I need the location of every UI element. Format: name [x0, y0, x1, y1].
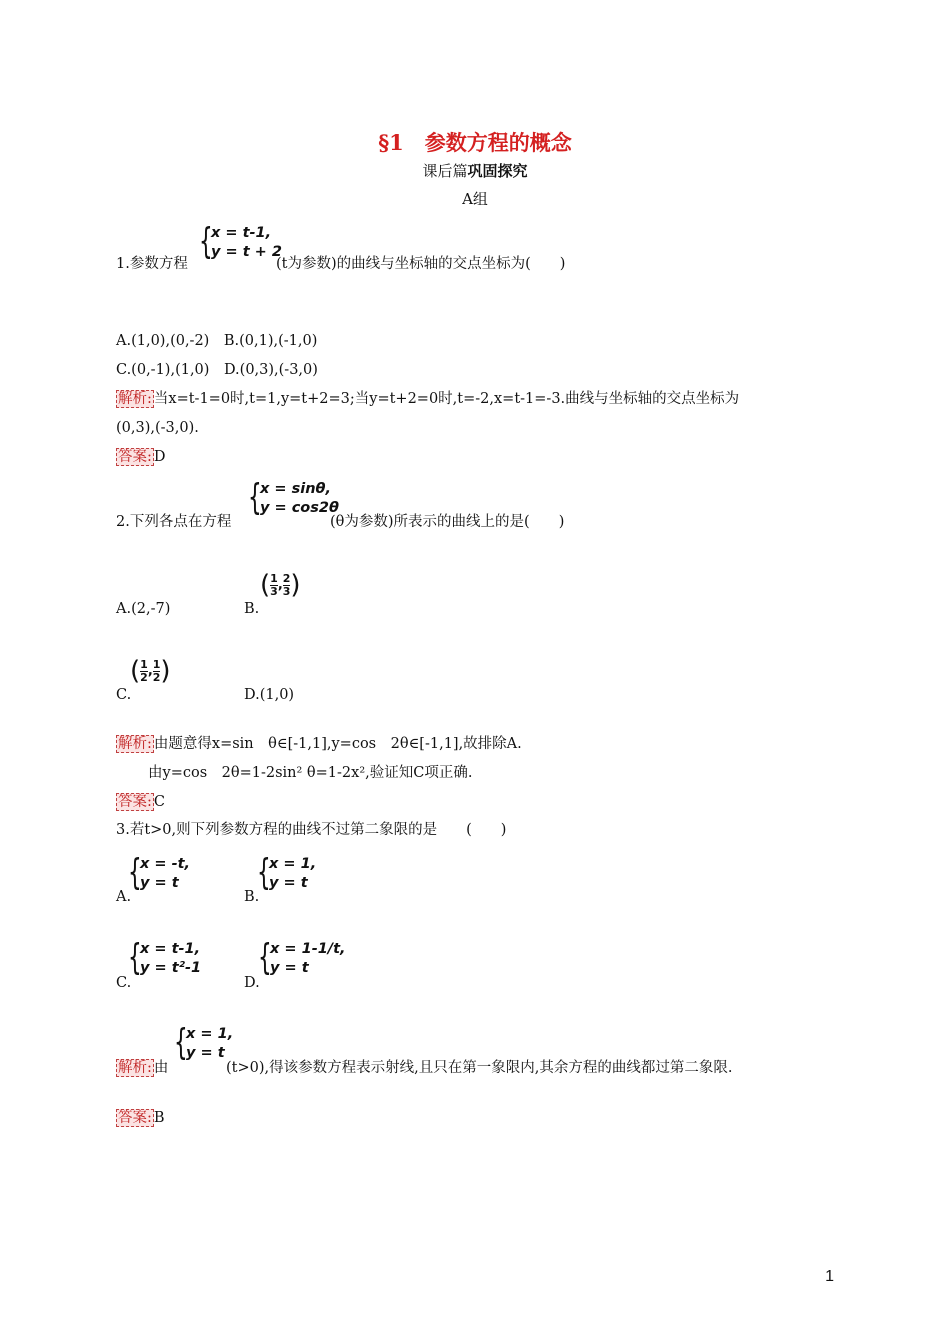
page-number: 1 — [825, 1268, 834, 1285]
q2-option-a: A.(2,-7) — [116, 601, 171, 617]
q1-answer-value: D — [153, 449, 166, 465]
analysis-tag: 解析: — [118, 391, 152, 407]
q1-options-ab: A.(1,0),(0,-2) B.(0,1),(-1,0) — [116, 333, 318, 349]
answer-tag: 答案: — [118, 1110, 152, 1126]
q3-sys-row1: x = 1, — [186, 1026, 234, 1042]
subtitle-prefix: 课后篇 — [422, 162, 468, 180]
q1-prefix: 1.参数方程 — [116, 256, 188, 272]
page-title: §1 参数方程的概念 — [378, 130, 572, 155]
fraction: $\frac{2}{3}$ — [282, 571, 291, 598]
q3-answer — [116, 1108, 165, 1128]
q3-option-a-label: A. — [116, 889, 132, 905]
q2-answer-value: C — [153, 794, 165, 810]
q2-option-c-label: C. — [116, 687, 132, 703]
q3-option-a-system — [128, 852, 208, 895]
brace-icon: { — [174, 1022, 188, 1063]
analysis-tag: 解析: — [118, 736, 152, 752]
q1-equation-system — [199, 221, 282, 264]
q2-sys-row2: y = cos2θ — [260, 500, 339, 516]
q3-sys-row2: y = t — [186, 1045, 225, 1061]
q1-suffix: (t为参数)的曲线与坐标轴的交点坐标为( ) — [276, 256, 566, 272]
q2-sys-row1: x = sinθ, — [260, 481, 331, 497]
q3-analysis-line — [116, 1058, 168, 1078]
brace-icon: { — [258, 937, 272, 978]
q3-option-d-system — [258, 937, 348, 980]
q2-answer — [116, 792, 165, 812]
q3-opt-d-row2: y = t — [270, 960, 309, 976]
fraction: $\frac{1}{3}$ — [270, 571, 278, 598]
answer-tag: 答案: — [118, 449, 152, 465]
q3-analysis-suffix: (t>0),得该参数方程表示射线,且只在第一象限内,其余方程的曲线都过第二象限. — [226, 1060, 733, 1076]
brace-icon: { — [199, 221, 213, 262]
q3-opt-a-row1: x = -t, — [140, 856, 191, 872]
q3-option-c-label: C. — [116, 975, 132, 991]
answer-tag: 答案: — [118, 794, 152, 810]
brace-icon: { — [257, 852, 271, 893]
subtitle-bold: 巩固探究 — [467, 162, 528, 180]
q3-option-d-label: D. — [244, 975, 260, 991]
q3-opt-c-row2: y = t²-1 — [140, 960, 202, 976]
q1-analysis-line2: (0,3),(-3,0). — [116, 420, 199, 436]
q2-option-c-point: ( $\frac{1}{2}$ , $\frac{1}{2}$ ) — [130, 656, 171, 686]
q3-answer-value: B — [153, 1110, 165, 1126]
q2-analysis-line1 — [116, 734, 522, 754]
subtitle — [0, 160, 950, 181]
q2-prefix: 2.下列各点在方程 — [116, 514, 232, 530]
q3-opt-b-row1: x = 1, — [269, 856, 317, 872]
brace-icon: { — [248, 477, 262, 518]
q2-analysis-text1: 由题意得x=sin θ∈[-1,1],y=cos 2θ∈[-1,1],故排除A. — [153, 736, 522, 752]
q1-answer — [116, 447, 166, 467]
q3-option-b-label: B. — [244, 889, 260, 905]
brace-icon: { — [128, 852, 142, 893]
q1-sys-row2: y = t + 2 — [211, 244, 282, 260]
q3-opt-c-row1: x = t-1, — [140, 941, 201, 957]
q1-analysis-line1 — [116, 389, 739, 409]
q3-stem: 3.若t>0,则下列参数方程的曲线不过第二象限的是 ( ) — [116, 822, 507, 838]
q3-analysis-prefix: 由 — [153, 1060, 169, 1076]
q2-analysis-line2: 由y=cos 2θ=1-2sin² θ=1-2x²,验证知C项正确. — [148, 765, 473, 781]
q3-opt-b-row2: y = t — [269, 875, 308, 891]
q1-options-cd: C.(0,-1),(1,0) D.(0,3),(-3,0) — [116, 362, 318, 378]
q2-equation-system — [248, 477, 339, 520]
q2-option-b-point: ( $\frac{1}{3}$ , $\frac{2}{3}$ ) — [260, 570, 301, 600]
brace-icon: { — [128, 937, 142, 978]
q3-opt-a-row2: y = t — [140, 875, 179, 891]
analysis-tag: 解析: — [118, 1060, 152, 1076]
q1-sys-row1: x = t-1, — [211, 225, 272, 241]
q2-option-b-label: B. — [244, 601, 260, 617]
q2-suffix: (θ为参数)所表示的曲线上的是( ) — [330, 514, 565, 530]
q3-opt-d-row1: x = 1-1/t, — [270, 941, 346, 957]
q1-analysis-text1: 当x=t-1=0时,t=1,y=t+2=3;当y=t+2=0时,t=-2,x=t-1=-3.曲线与坐标轴的交点坐标为 — [153, 391, 740, 407]
fraction: $\frac{1}{2}$ — [152, 657, 161, 684]
fraction: $\frac{1}{2}$ — [140, 657, 148, 684]
q3-option-b-system — [257, 852, 337, 895]
q3-option-c-system — [128, 937, 218, 980]
group-label: A组 — [462, 190, 488, 208]
q2-option-d: D.(1,0) — [244, 687, 295, 703]
